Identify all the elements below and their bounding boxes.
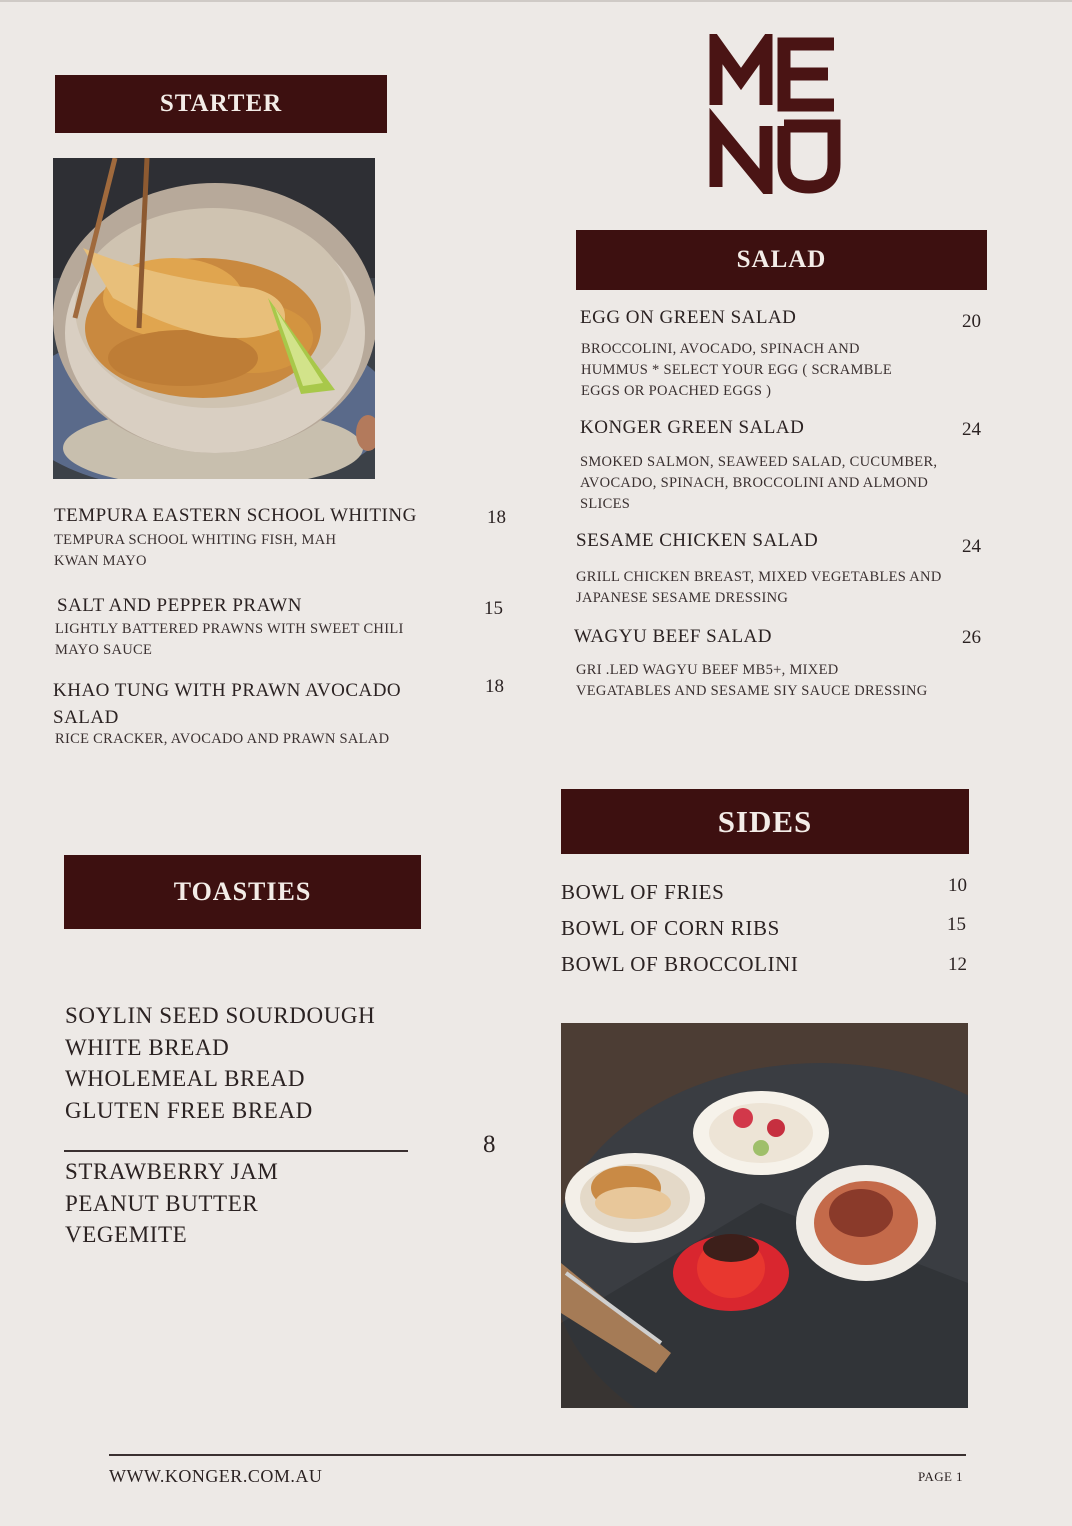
desc-line: HUMMUS * SELECT YOUR EGG ( SCRAMBLE [581, 362, 892, 378]
spread-option: PEANUT BUTTER [65, 1190, 259, 1216]
starter-item-1-name: TEMPURA EASTERN SCHOOL WHITING [54, 505, 417, 526]
toasties-header [64, 855, 421, 929]
side-item-2-price: 15 [947, 914, 966, 935]
starter-header [55, 75, 387, 133]
tempura-fish-image [53, 158, 375, 479]
side-item-2-name: BOWL OF CORN RIBS [561, 916, 780, 940]
salad-item-3-name: SESAME CHICKEN SALAD [576, 530, 819, 551]
sides-photo [561, 1023, 968, 1408]
starter-item-2-name: SALT AND PEPPER PRAWN [57, 595, 302, 616]
spread-option: VEGEMITE [65, 1222, 188, 1247]
desc-line: MAYO SAUCE [55, 642, 153, 658]
salad-item-3-desc [576, 567, 942, 609]
salad-item-1-desc [581, 339, 892, 402]
menu-logo [706, 34, 846, 194]
sides-header [561, 789, 969, 854]
salad-header [576, 230, 987, 290]
footer-website: WWW.KONGER.COM.AU [109, 1466, 323, 1486]
side-item-1-name: BOWL OF FRIES [561, 880, 725, 904]
sides-title: SIDES [717, 803, 813, 839]
name-line: SALAD [53, 707, 119, 728]
top-border [0, 0, 1072, 2]
salad-item-1-name: EGG ON GREEN SALAD [580, 307, 797, 328]
starter-title: STARTER [159, 90, 283, 117]
salad-item-2-name: KONGER GREEN SALAD [580, 417, 805, 438]
starter-item-2-price: 15 [484, 598, 503, 619]
starter-item-1-desc [54, 530, 336, 572]
desc-line: GRILL CHICKEN BREAST, MIXED VEGETABLES AND [576, 569, 942, 585]
salad-item-3-price: 24 [962, 536, 981, 557]
salad-item-4-price: 26 [962, 627, 981, 648]
bread-list [65, 1000, 375, 1126]
side-item-3-name: BOWL OF BROCCOLINI [561, 952, 799, 976]
starter-item-1-price: 18 [487, 507, 506, 528]
desc-line: BROCCOLINI, AVOCADO, SPINACH AND [581, 341, 860, 357]
desc-line: EGGS OR POACHED EGGS ) [581, 383, 772, 399]
salad-title: SALAD [736, 246, 827, 273]
spread-option: STRAWBERRY JAM [65, 1159, 279, 1184]
table-food-image [561, 1023, 968, 1408]
toasties-price: 8 [483, 1131, 496, 1158]
desc-line: JAPANESE SESAME DRESSING [576, 590, 789, 606]
side-item-3-price: 12 [948, 954, 967, 975]
bread-option: WHOLEMEAL BREAD [65, 1066, 306, 1091]
desc-line: VEGATABLES AND SESAME SIY SAUCE DRESSING [576, 683, 928, 699]
desc-line: LIGHTLY BATTERED PRAWNS WITH SWEET CHILI [55, 621, 404, 637]
starter-item-3-price: 18 [485, 676, 504, 697]
footer-page-number: PAGE 1 [918, 1469, 963, 1484]
side-item-1-price: 10 [948, 875, 967, 896]
salad-item-2-price: 24 [962, 419, 981, 440]
salad-item-4-name: WAGYU BEEF SALAD [574, 626, 772, 647]
name-line: KHAO TUNG WITH PRAWN AVOCADO [53, 680, 402, 701]
salad-item-2-desc [580, 452, 937, 515]
desc-line: SLICES [580, 496, 631, 512]
toasties-title: TOASTIES [173, 877, 312, 906]
desc-line: KWAN MAYO [54, 553, 147, 569]
starter-item-3-desc: RICE CRACKER, AVOCADO AND PRAWN SALAD [55, 731, 390, 747]
desc-line: AVOCADO, SPINACH, BROCCOLINI AND ALMOND [580, 475, 929, 491]
bread-option: WHITE BREAD [65, 1034, 230, 1060]
salad-item-1-price: 20 [962, 311, 981, 332]
spread-list [65, 1156, 278, 1251]
desc-line: SMOKED SALMON, SEAWEED SALAD, CUCUMBER, [580, 454, 938, 470]
starter-item-3-name [53, 677, 401, 731]
toasties-divider [64, 1150, 408, 1152]
footer-divider [109, 1454, 966, 1456]
starter-item-2-desc [55, 619, 404, 661]
bread-option: SOYLIN SEED SOURDOUGH [65, 1003, 376, 1028]
desc-line: TEMPURA SCHOOL WHITING FISH, MAH [54, 532, 337, 548]
bread-option: GLUTEN FREE BREAD [65, 1097, 313, 1123]
salad-item-4-desc [576, 660, 928, 702]
starter-photo [53, 158, 375, 479]
desc-line: GRI .LED WAGYU BEEF MB5+, MIXED [576, 662, 839, 678]
